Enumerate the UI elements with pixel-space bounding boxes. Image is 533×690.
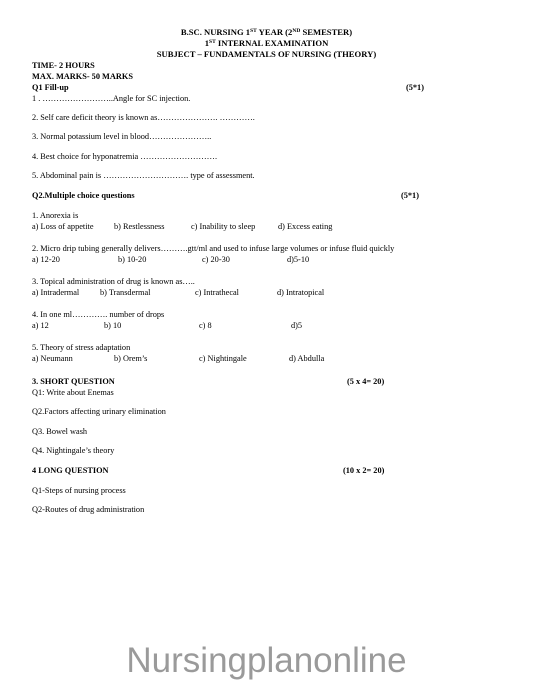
- mcq-option-c: c) Nightingale: [199, 354, 247, 363]
- title-sup: ND: [292, 28, 301, 34]
- mcq-option-d: d)5: [291, 321, 303, 330]
- title-sup: ST: [250, 28, 257, 34]
- q1-title: Q1 Fill-up: [32, 83, 69, 92]
- q2-question: 4. In one ml…………. number of drops: [32, 310, 165, 319]
- title-part: YEAR (2: [256, 27, 293, 37]
- mcq-option-a: a) Loss of appetite: [32, 222, 94, 231]
- q4-item: Q2-Routes of drug administration: [32, 505, 145, 514]
- subtitle-sup: ST: [209, 39, 216, 45]
- exam-subtitle: [0, 38, 533, 48]
- q2-question: 2. Micro drip tubing generally delivers……….gtt/ml and used to infuse large volumes or infuse fluid quickly: [32, 244, 395, 253]
- mcq-option-c: c) 20-30: [202, 255, 230, 264]
- max-marks-label: MAX. MARKS- 50 MARKS: [32, 72, 133, 81]
- mcq-option-d: d) Excess eating: [278, 222, 333, 231]
- q2-marks: (5*1): [401, 191, 419, 200]
- q1-marks: (5*1): [406, 83, 424, 92]
- mcq-option-b: b) Restlessness: [114, 222, 165, 231]
- q4-marks: (10 x 2= 20): [343, 466, 385, 475]
- mcq-option-a: a) 12-20: [32, 255, 60, 264]
- q3-item: Q3. Bowel wash: [32, 427, 88, 436]
- title-part: B.SC. NURSING 1: [180, 27, 251, 37]
- q1-item: 3. Normal potassium level in blood…………………..: [32, 132, 212, 141]
- q1-item: 4. Best choice for hyponatremia ……………………….: [32, 152, 218, 161]
- mcq-option-b: b) Orem’s: [114, 354, 148, 363]
- mcq-option-b: b) 10-20: [118, 255, 147, 264]
- mcq-option-d: d) Intratopical: [277, 288, 325, 297]
- mcq-option-c: c) Inability to sleep: [191, 222, 256, 231]
- mcq-option-a: a) Neumann: [32, 354, 73, 363]
- mcq-option-a: a) 12: [32, 321, 49, 330]
- mcq-option-b: b) Transdermal: [100, 288, 151, 297]
- mcq-option-b: b) 10: [104, 321, 122, 330]
- q3-item: Q1: Write about Enemas: [32, 388, 114, 397]
- q4-title: 4 LONG QUESTION: [32, 466, 109, 475]
- q3-title: 3. SHORT QUESTION: [32, 377, 115, 386]
- mcq-option-c: c) Intrathecal: [195, 288, 239, 297]
- exam-subject: SUBJECT – FUNDAMENTALS OF NURSING (THEORY): [156, 49, 377, 59]
- watermark-text: Nursingplanonline: [126, 641, 407, 680]
- q2-question: 5. Theory of stress adaptation: [32, 343, 131, 352]
- mcq-option-c: c) 8: [199, 321, 212, 330]
- mcq-option-d: d) Abdulla: [289, 354, 325, 363]
- subtitle-part: INTERNAL EXAMINATION: [215, 38, 329, 48]
- q3-item: Q2.Factors affecting urinary elimination: [32, 407, 166, 416]
- time-label: TIME- 2 HOURS: [32, 61, 95, 70]
- exam-title: [0, 27, 533, 37]
- q3-marks: (5 x 4= 20): [347, 377, 385, 386]
- title-part: SEMESTER): [300, 27, 353, 37]
- q2-title: Q2.Multiple choice questions: [32, 191, 135, 200]
- q2-question: 1. Anorexia is: [32, 211, 79, 220]
- subtitle-part: 1: [204, 38, 210, 48]
- q4-item: Q1-Steps of nursing process: [32, 486, 126, 495]
- q2-question: 3. Topical administration of drug is known as…..: [32, 277, 195, 286]
- mcq-option-a: a) Intradermal: [32, 288, 80, 297]
- mcq-option-d: d)5-10: [287, 255, 310, 264]
- q3-item: Q4. Nightingale’s theory: [32, 446, 115, 455]
- q1-item: 5. Abdominal pain is …………………………. type of assessment.: [32, 171, 255, 180]
- q1-item: 1 . ……………………..Angle for SC injection.: [32, 94, 191, 103]
- q1-item: 2. Self care deficit theory is known as…………………. ………….: [32, 113, 255, 122]
